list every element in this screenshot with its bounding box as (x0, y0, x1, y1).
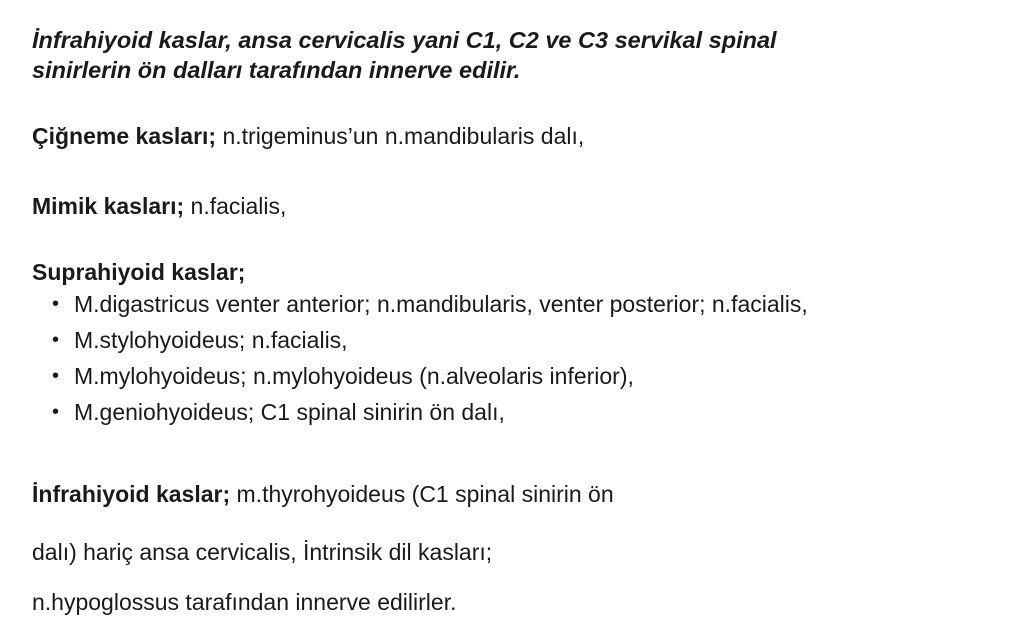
list-item-text: M.geniohyoideus; C1 spinal sinirin ön dalı, (74, 399, 505, 425)
mimic-paragraph (32, 192, 286, 220)
infrahyoid-paragraph-line-2: dalı) hariç ansa cervicalis, İntrinsik dil kasları; (32, 539, 493, 565)
intro-line-1: İnfrahiyoid kaslar, ansa cervicalis yani C1, C2 ve C3 servikal spinal (32, 27, 777, 53)
list-item (52, 290, 808, 326)
mimic-text: n.facialis, (184, 193, 287, 219)
infrahyoid-paragraph-line-1 (32, 480, 614, 508)
list-item-text: M.mylohyoideus; n.mylohyoideus (n.alveolaris inferior), (74, 363, 634, 389)
document-page (32, 0, 1012, 642)
infrahyoid-label: İnfrahiyoid kaslar; (32, 481, 231, 507)
bullet-icon: • (52, 293, 60, 315)
suprahyoid-list (52, 290, 808, 434)
bullet-icon: • (52, 401, 60, 423)
mimic-label: Mimik kasları; (32, 193, 185, 219)
list-item-text: M.digastricus venter anterior; n.mandibularis, venter posterior; n.facialis, (74, 291, 808, 317)
infrahyoid-text-1: m.thyrohyoideus (C1 spinal sinirin ön (230, 481, 614, 507)
list-item-text: M.stylohyoideus; n.facialis, (74, 327, 348, 353)
chewing-paragraph (32, 122, 584, 150)
chewing-label: Çiğneme kasları; (32, 123, 217, 149)
list-item (52, 362, 808, 398)
list-item (52, 398, 808, 434)
suprahyoid-heading: Suprahiyoid kaslar; (32, 259, 246, 285)
bullet-icon: • (52, 365, 60, 387)
infrahyoid-paragraph-line-3: n.hypoglossus tarafından innerve edilirler. (32, 589, 457, 615)
chewing-text: n.trigeminus’un n.mandibularis dalı, (216, 123, 585, 149)
bullet-icon: • (52, 329, 60, 351)
intro-line-2: sinirlerin ön dalları tarafından innerve edilir. (32, 57, 521, 83)
list-item (52, 326, 808, 362)
